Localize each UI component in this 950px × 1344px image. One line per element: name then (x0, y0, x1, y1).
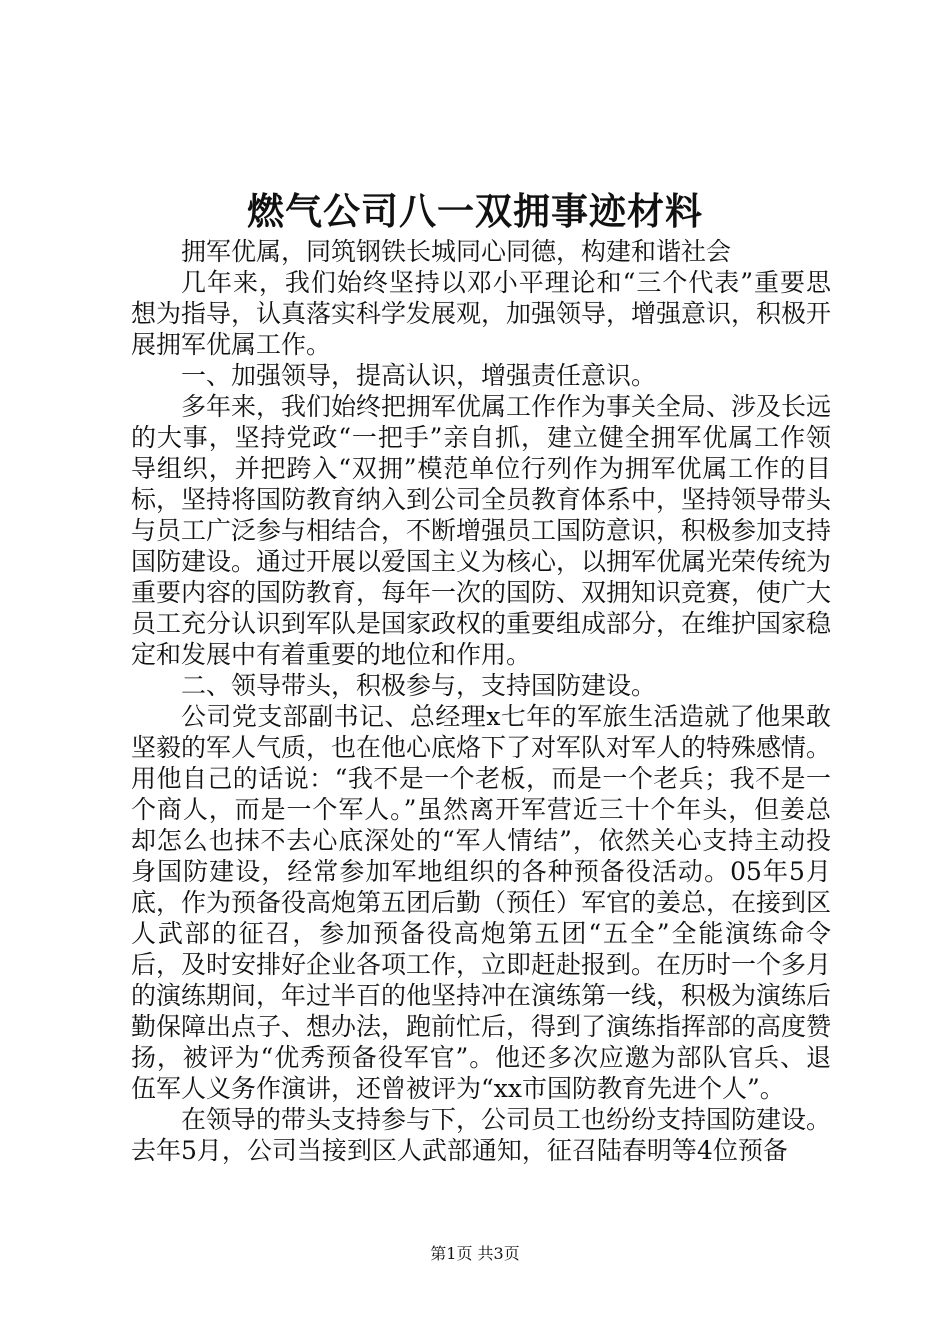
document-body (131, 236, 831, 1166)
section-heading-1: 一、加强领导，提高认识，增强责任意识。 (181, 361, 657, 390)
paragraph-section-1: 多年来，我们始终把拥军优属工作作为事关全局、涉及长远的大事，坚持党政“一把手”亲自抓，建立健全拥军优属工作领导组织，并把跨入“双拥”模范单位行列作为拥军优属工作的目标，坚持将国防教育纳入到公司全员教育体系中，坚持领导带头与员工广泛参与相结合，不断增强员工国防意识，积极参加支持国防建设。通过开展以爱国主义为核心，以拥军优属光荣传统为重要内容的国防教育，每年一次的国防、双拥知识竞赛，使广大员工充分认识到军队是国家政权的重要组成部分，在维护国家稳定和发展中有着重要的地位和作用。 (131, 392, 832, 669)
paragraph-intro: 几年来，我们始终坚持以邓小平理论和“三个代表”重要思想为指导，认真落实科学发展观，加强领导，增强意识，积极开展拥军优属工作。 (131, 268, 832, 359)
paragraph-subtitle: 拥军优属，同筑钢铁长城同心同德，构建和谐社会 (181, 237, 732, 266)
document-title: 燃气公司八一双拥事迹材料 (247, 189, 703, 233)
paragraph-section-2-continued: 在领导的带头支持参与下，公司员工也纷纷支持国防建设。去年5月，公司当接到区人武部通知，征召陆春明等4位预备 (131, 1105, 832, 1165)
paragraph-section-2: 公司党支部副书记、总经理x七年的军旅生活造就了他果敢坚毅的军人气质，也在他心底烙下了对军队对军人的特殊感情。用他自己的话说：“我不是一个老板，而是一个老兵；我不是一个商人，而是一个军人。”虽然离开军营近三十个年头，但姜总却怎么也抹不去心底深处的“军人情结”，依然关心支持主动投身国防建设，经常参加军地组织的各种预备役活动。05年5月底，作为预备役高炮第五团后勤（预任）军官的姜总，在接到区人武部的征召，参加预备役高炮第五团“五全”全能演练命令后，及时安排好企业各项工作，立即赶赴报到。在历时一个多月的演练期间，年过半百的他坚持冲在演练第一线，积极为演练后勤保障出点子、想办法，跑前忙后，得到了演练指挥部的高度赞扬，被评为“优秀预备役军官”。他还多次应邀为部队官兵、退伍军人义务作演讲，还曾被评为“xx市国防教育先进个人”。 (131, 702, 832, 1103)
section-heading-2: 二、领导带头，积极参与，支持国防建设。 (181, 671, 657, 700)
page-footer: 第1页 共3页 (430, 1244, 520, 1263)
